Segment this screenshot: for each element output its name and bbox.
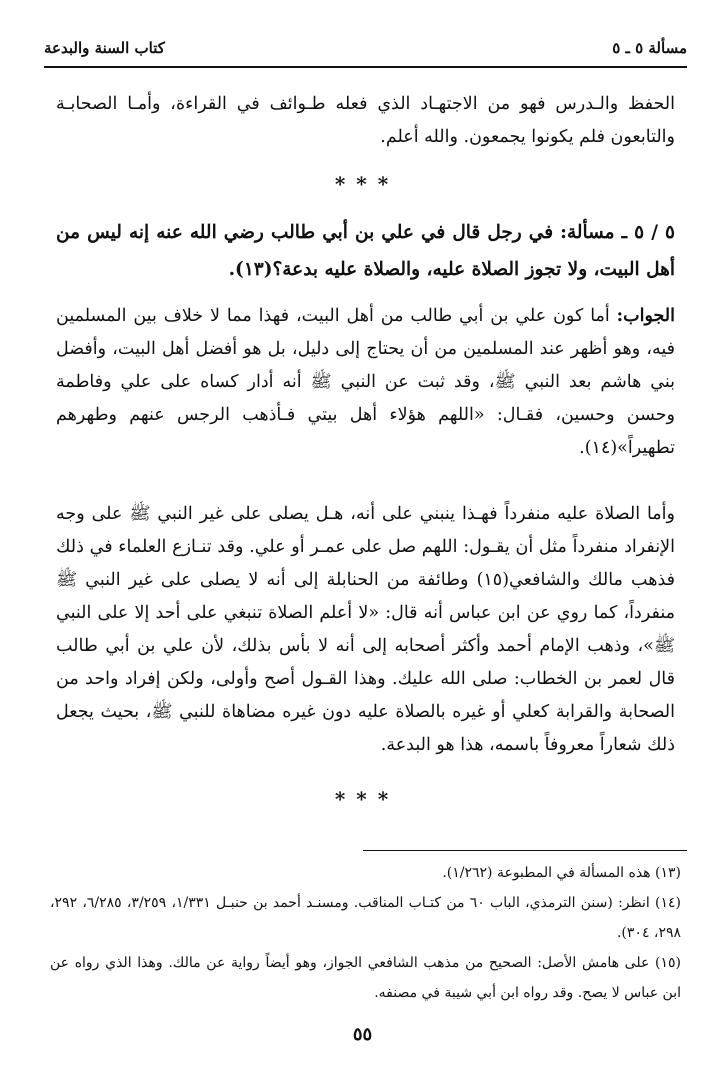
footnote-divider	[363, 850, 687, 851]
page-number: ٥٥	[352, 1024, 373, 1045]
header-book-title: كتاب السنة والبدعة	[44, 39, 165, 57]
section-separator: * * *	[334, 172, 391, 196]
footnote-14: (١٤) انظر: (سنن الترمذي، الباب ٦٠ من كتـاب المناقب. ومسنـد أحمد بن حنبـل ١/٣٣١، ٣/٢٥٩، ٦/٢٨٥، ٢٩٢، ٢٩٨، ٣٠٤).	[50, 895, 681, 941]
question-text: في رجل قال في علي بن أبي طالب رضي الله عنه إنه ليس من أهل البيت، ولا تجوز الصلاة عليه، والصلاة عليه بدعة؟(١٣).	[56, 222, 675, 280]
header-issue-number: مسألة ٥ ـ ٥	[612, 39, 687, 57]
answer-text: أما كون علي بن أبي طالب من أهل البيت، فهذا مما لا خلاف بين المسلمين فيه، وهو أظهر عند المسلمين من أن يحتاج إلى دليل، بل هو أفضل أهل البيت، وأفضل بني هاشم بعد النبي ﷺ، وقد ثبت عن النبي ﷺ أنه أدار كساه على علي وفاطمة وحسن وحسين، فقـال: «اللهم هؤلاء أهل بيتي فـأذهب الرجس عنهم وطهرهم تطهيراً»(١٤).	[56, 306, 675, 458]
paragraph-continuation: الحفظ والـدرس فهو من الاجتهـاد الذي فعله طـوائف في القراءة، وأمـا الصحابـة والتابعون فلم يكونوا يجمعون. والله أعلم.	[56, 94, 675, 147]
paragraph-prayer-discussion: وأما الصلاة عليه منفرداً فهـذا ينبني على أنه، هـل يصلى على غير النبي ﷺ على وجه الإنفراد منفرداً مثل أن يقـول: اللهم صل على عمـر أو علي. وقد تنـازع العلماء في ذلك فذهب مالك والشافعي(١٥) وطائفة من الحنابلة إلى أنه لا يصلى على غير النبي ﷺ منفرداً، كما روي عن ابن عباس أنه قال: «لا أعلم الصلاة تنبغي على أحد إلا على النبي ﷺ»، وذهب الإمام أحمد وأكثر أصحابه إلى أنه لا بأس بذلك، لأن علي بن أبي طالب قال لعمر بن الخطاب: صلى الله عليك. وهذا القـول أصح وأولى، ولكن إفراد واحد من الصحابة والقرابة كعلي أو غيره بالصلاة عليه دون غيره مضاهاة للنبي ﷺ، بحيث يجعل ذلك شعاراً معروفاً باسمه، هذا هو البدعة.	[56, 504, 676, 755]
footnote-15: (١٥) على هامش الأصل: الصحيح من مذهب الشافعي الجواز، وهو أيضاً رواية عن مالك. وهذا الذي رواه عن ابن عباس لا يصح. وقد رواه ابن أبي شيبة في مصنفه.	[50, 955, 681, 1001]
footnote-13: (١٣) هذه المسألة في المطبوعة (١/٢٦٢).	[442, 865, 681, 881]
answer-label: الجواب:	[616, 306, 675, 326]
question-block	[56, 214, 675, 288]
question-label: ٥ / ٥ ـ مسألة:	[560, 222, 675, 243]
footnotes	[50, 858, 681, 1008]
running-header	[44, 34, 687, 62]
answer-block	[56, 300, 675, 465]
header-divider	[44, 66, 687, 68]
section-separator-bottom: * * *	[334, 787, 391, 811]
